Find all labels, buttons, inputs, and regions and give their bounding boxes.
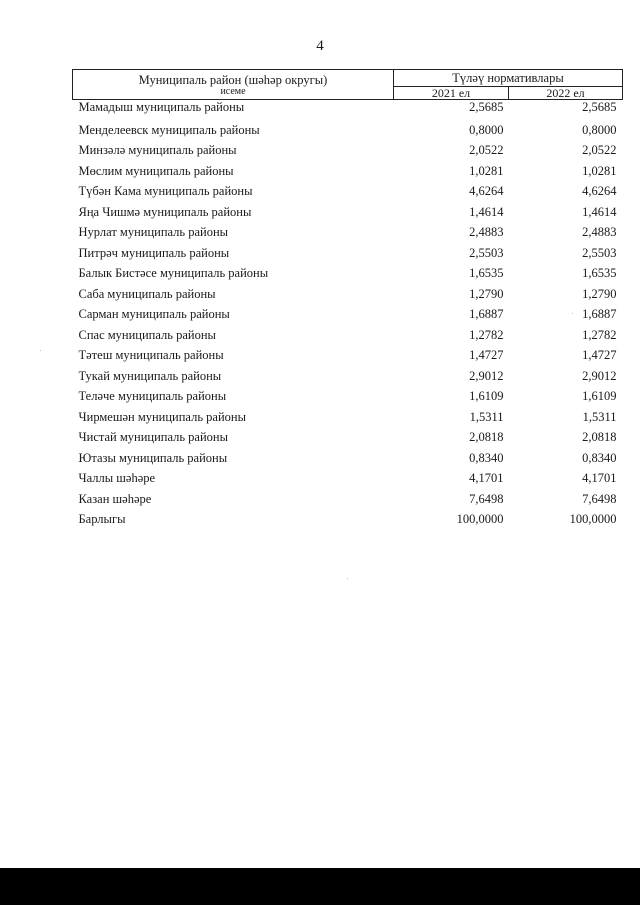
norm-2022: 0,8340 [582, 450, 617, 465]
norm-2022: 2,0818 [582, 430, 617, 445]
norm-2021: 2,0818 [469, 430, 504, 445]
norm-2022: 7,6498 [582, 491, 617, 506]
norm-2021: 1,2790 [469, 286, 504, 301]
table-body [73, 100, 623, 531]
norm-2021: 2,4883 [469, 225, 504, 240]
table-row [73, 387, 623, 408]
norm-2021: 2,5503 [469, 245, 504, 260]
norm-2022: 0,8000 [582, 122, 617, 137]
municipality-name: Чаллы шәһәре [78, 471, 156, 486]
municipality-name: Минзәлә муниципаль районы [78, 143, 237, 158]
header-year-2022: 2022 ел [509, 87, 623, 100]
norm-2022: 1,2790 [582, 286, 617, 301]
table-row [73, 100, 623, 121]
norm-2021: 7,6498 [469, 491, 504, 506]
municipality-name: Түбән Кама муниципаль районы [78, 184, 253, 199]
norm-2021: 0,8340 [469, 450, 504, 465]
table-row [73, 510, 623, 531]
norm-2021: 4,6264 [469, 184, 504, 199]
municipality-name: Мамадыш муниципаль районы [78, 100, 245, 114]
municipality-name: Яңа Чишмә муниципаль районы [78, 204, 252, 219]
municipality-name: Мөслим муниципаль районы [78, 163, 234, 178]
table-row [73, 141, 623, 162]
norm-2022: 100,0000 [569, 512, 617, 527]
norm-2021: 1,6109 [469, 389, 504, 404]
header-municipality: Муниципаль район (шәһәр округы) [73, 70, 394, 87]
municipality-name: Сарман муниципаль районы [78, 307, 230, 322]
scan-speck [572, 313, 573, 314]
table-row [73, 366, 623, 387]
table-row [73, 264, 623, 285]
norm-2022: 1,4727 [582, 348, 617, 363]
norm-2021: 1,2782 [469, 327, 504, 342]
table-row [73, 469, 623, 490]
header-payment-norms: Түләү нормативлары [394, 70, 623, 87]
norm-2022: 1,0281 [582, 163, 617, 178]
header-year-2021: 2021 ел [394, 87, 509, 100]
norm-2022: 2,0522 [582, 143, 617, 158]
norm-2022: 2,4883 [582, 225, 617, 240]
municipality-name: Саба муниципаль районы [78, 286, 216, 301]
page-number: 4 [316, 38, 324, 54]
norm-2022: 4,6264 [582, 184, 617, 199]
table-row [73, 223, 623, 244]
payment-norms-table [72, 69, 623, 530]
municipality-name: Барлыгы [78, 512, 126, 527]
table-row [73, 305, 623, 326]
municipality-name: Питрәч муниципаль районы [78, 245, 230, 260]
municipality-name: Чирмешән муниципаль районы [78, 409, 246, 424]
norm-2022: 2,9012 [582, 368, 617, 383]
norm-2022: 2,5685 [582, 100, 617, 114]
table-row [73, 428, 623, 449]
norm-2022: 4,1701 [582, 471, 617, 486]
norm-2022: 1,4614 [582, 204, 617, 219]
norm-2021: 1,6887 [469, 307, 504, 322]
municipality-name: Спас муниципаль районы [78, 327, 216, 342]
municipality-name: Нурлат муниципаль районы [78, 225, 229, 240]
table-row [73, 161, 623, 182]
table-row [73, 182, 623, 203]
table-row [73, 120, 623, 141]
table-row [73, 407, 623, 428]
norm-2021: 2,9012 [469, 368, 504, 383]
norm-2022: 1,2782 [582, 327, 617, 342]
norm-2021: 0,8000 [469, 122, 504, 137]
norm-2022: 1,5311 [582, 409, 617, 424]
norm-2022: 1,6887 [582, 307, 617, 322]
scan-footer-bar [0, 868, 640, 905]
scan-speck [347, 578, 348, 579]
norm-2021: 1,4614 [469, 204, 504, 219]
norm-2022: 1,6109 [582, 389, 617, 404]
norm-2021: 1,4727 [469, 348, 504, 363]
table-row [73, 346, 623, 367]
municipality-name: Теләче муниципаль районы [78, 389, 227, 404]
norm-2021: 2,0522 [469, 143, 504, 158]
norm-2021: 1,6535 [469, 266, 504, 281]
norm-2021: 4,1701 [469, 471, 504, 486]
table-row [73, 448, 623, 469]
municipality-name: Тукай муниципаль районы [78, 368, 222, 383]
header-municipality-name: исеме [73, 87, 394, 100]
norm-2021: 1,0281 [469, 163, 504, 178]
municipality-name: Менделеевск муниципаль районы [78, 122, 260, 137]
municipality-name: Балык Бистәсе муниципаль районы [78, 266, 269, 281]
table-row [73, 243, 623, 264]
municipality-name: Чистай муниципаль районы [78, 430, 228, 445]
norm-2021: 100,0000 [456, 512, 504, 527]
table-row [73, 489, 623, 510]
table-row [73, 325, 623, 346]
norm-2021: 1,5311 [469, 409, 504, 424]
municipality-name: Казан шәһәре [78, 491, 152, 506]
municipality-name: Тәтеш муниципаль районы [78, 348, 224, 363]
table-row [73, 202, 623, 223]
municipality-name: Ютазы муниципаль районы [78, 450, 228, 465]
scan-speck [40, 350, 41, 351]
table-row [73, 284, 623, 305]
norm-2022: 1,6535 [582, 266, 617, 281]
norm-2022: 2,5503 [582, 245, 617, 260]
norm-2021: 2,5685 [469, 100, 504, 114]
